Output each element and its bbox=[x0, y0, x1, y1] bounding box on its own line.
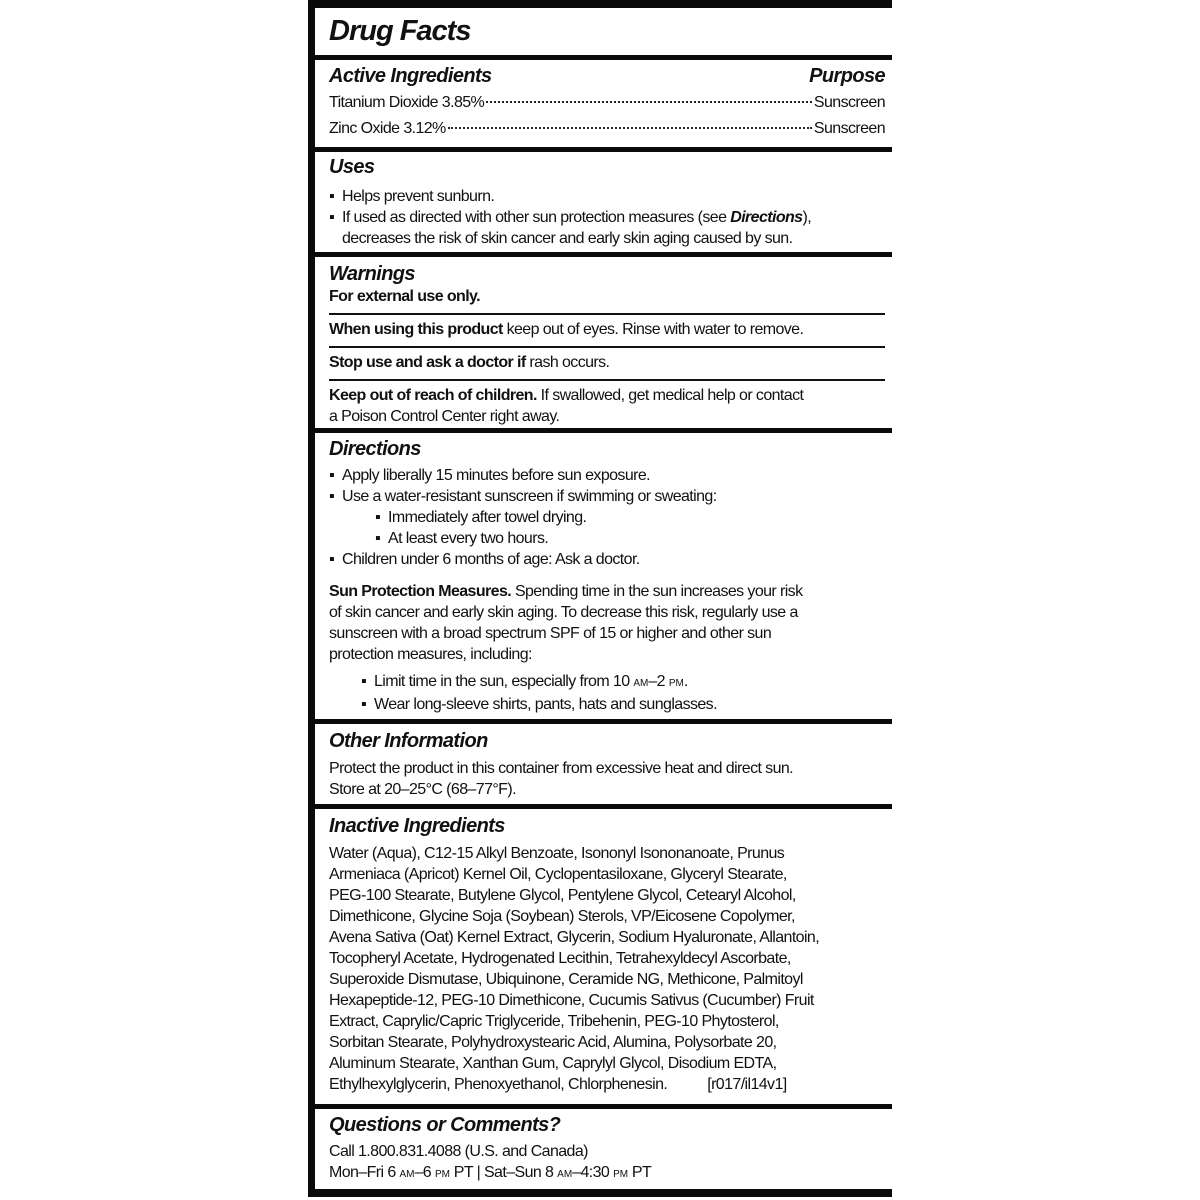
directions-section bbox=[315, 433, 892, 719]
divider bbox=[329, 346, 885, 348]
list-item: ▪ If used as directed with other sun protection measures (see Directions), decreases the risk of skin cancer and early skin aging caused by sun. bbox=[329, 209, 812, 247]
sub-list-item: ▪ Immediately after towel drying. bbox=[375, 509, 587, 526]
warnings-section bbox=[315, 257, 892, 428]
inactive-heading: Inactive Ingredients bbox=[329, 815, 505, 837]
when-using-warning: When using this product keep out of eyes. Rinse with water to remove. bbox=[329, 321, 804, 338]
uses-section bbox=[315, 152, 892, 252]
sun-protection-measures: Sun Protection Measures. Spending time in the sun increases your risk of skin cancer and early skin aging. To decrease this risk, regularly use a sunscreen with a broad spectrum SPF of 15 or higher and other sun protection measures, including: bbox=[329, 583, 803, 663]
divider bbox=[329, 379, 885, 381]
inactive-ingredients-section bbox=[315, 809, 892, 1104]
active-heading: Active Ingredients bbox=[329, 65, 492, 87]
active-ingredient-row: Titanium Dioxide 3.85% Sunscreen bbox=[329, 94, 885, 111]
list-item: ▪ Use a water-resistant sunscreen if swimming or sweating: bbox=[329, 488, 717, 505]
other-heading: Other Information bbox=[329, 730, 488, 752]
stop-use-warning: Stop use and ask a doctor if rash occurs. bbox=[329, 354, 610, 371]
leader-dots bbox=[448, 127, 812, 129]
external-use-warning: For external use only. bbox=[329, 288, 480, 305]
questions-heading: Questions or Comments? bbox=[329, 1114, 561, 1136]
hours: Mon–Fri 6 AM–6 PM PT | Sat–Sun 8 AM–4:30 PM PT bbox=[329, 1164, 652, 1181]
sub-list-item: ▪ At least every two hours. bbox=[375, 530, 549, 547]
list-item: ▪ Apply liberally 15 minutes before sun exposure. bbox=[329, 467, 650, 484]
label-code: [r017/il14v1] bbox=[707, 1076, 787, 1093]
purpose-heading: Purpose bbox=[809, 65, 885, 87]
label-title: Drug Facts bbox=[329, 15, 471, 47]
children-warning: Keep out of reach of children. If swallowed, get medical help or contact a Poison Control Center right away. bbox=[329, 387, 804, 425]
active-ingredients-section bbox=[315, 60, 892, 147]
other-information-section: Other Information Protect the product in this container from excessive heat and direct sun. Store at 20–25°C (68–77°F). bbox=[315, 724, 892, 804]
inactive-ingredients-list: Water (Aqua), C12-15 Alkyl Benzoate, Isononyl Isononanoate, Prunus Armeniaca (Apricot) Kernel Oil, Cyclopentasiloxane, Glyceryl Stearate, PEG-100 Stearate, Butylene Glycol, Pentylene Glycol, Cetearyl Alcohol, Dimethicone, Glycine Soja (Soybean) Sterols, VP/Eicosene Copolymer, Avena Sativa (Oat) Kernel Extract, Glycerin, Sodium Hyaluronate, Allantoin, Tocopheryl Acetate, Hydrogenated Lecithin, Tetrahexyldecyl Ascorbate, Superoxide Dismutase, Ubiquinone, Ceramide NG, Methicone, Palmitoyl Hexapeptide-12, PEG-10 Dimethicone, Cucumis Sativus (Cucumber) Fruit Extract, Caprylic/Capric Triglyceride, Tribehenin, PEG-10 Phytosterol, Sorbitan Stearate, Polyhydroxystearic Acid, Alumina, Polysorbate 20, Aluminum Stearate, Xanthan Gum, Caprylyl Glycol, Disodium EDTA, Ethylhexylglycerin, Phenoxyethanol, Chlorphenesin. [r017/il14v1] bbox=[329, 845, 820, 1093]
directions-heading: Directions bbox=[329, 438, 421, 460]
list-item: ▪ Limit time in the sun, especially from 10 AM–2 PM. bbox=[361, 673, 688, 690]
list-item: ▪ Children under 6 months of age: Ask a doctor. bbox=[329, 551, 640, 568]
questions-section bbox=[315, 1109, 892, 1189]
list-item: ▪ Helps prevent sunburn. bbox=[329, 188, 495, 205]
phone-number: Call 1.800.831.4088 (U.S. and Canada) bbox=[329, 1143, 588, 1160]
warnings-heading: Warnings bbox=[329, 263, 415, 285]
active-ingredient-row: Zinc Oxide 3.12% Sunscreen bbox=[329, 120, 885, 137]
title-section bbox=[315, 8, 892, 55]
leader-dots bbox=[486, 101, 812, 103]
list-item: ▪ Wear long-sleeve shirts, pants, hats and sunglasses. bbox=[361, 696, 717, 713]
uses-heading: Uses bbox=[329, 156, 375, 178]
divider bbox=[329, 313, 885, 315]
drug-facts-label bbox=[308, 0, 892, 1197]
